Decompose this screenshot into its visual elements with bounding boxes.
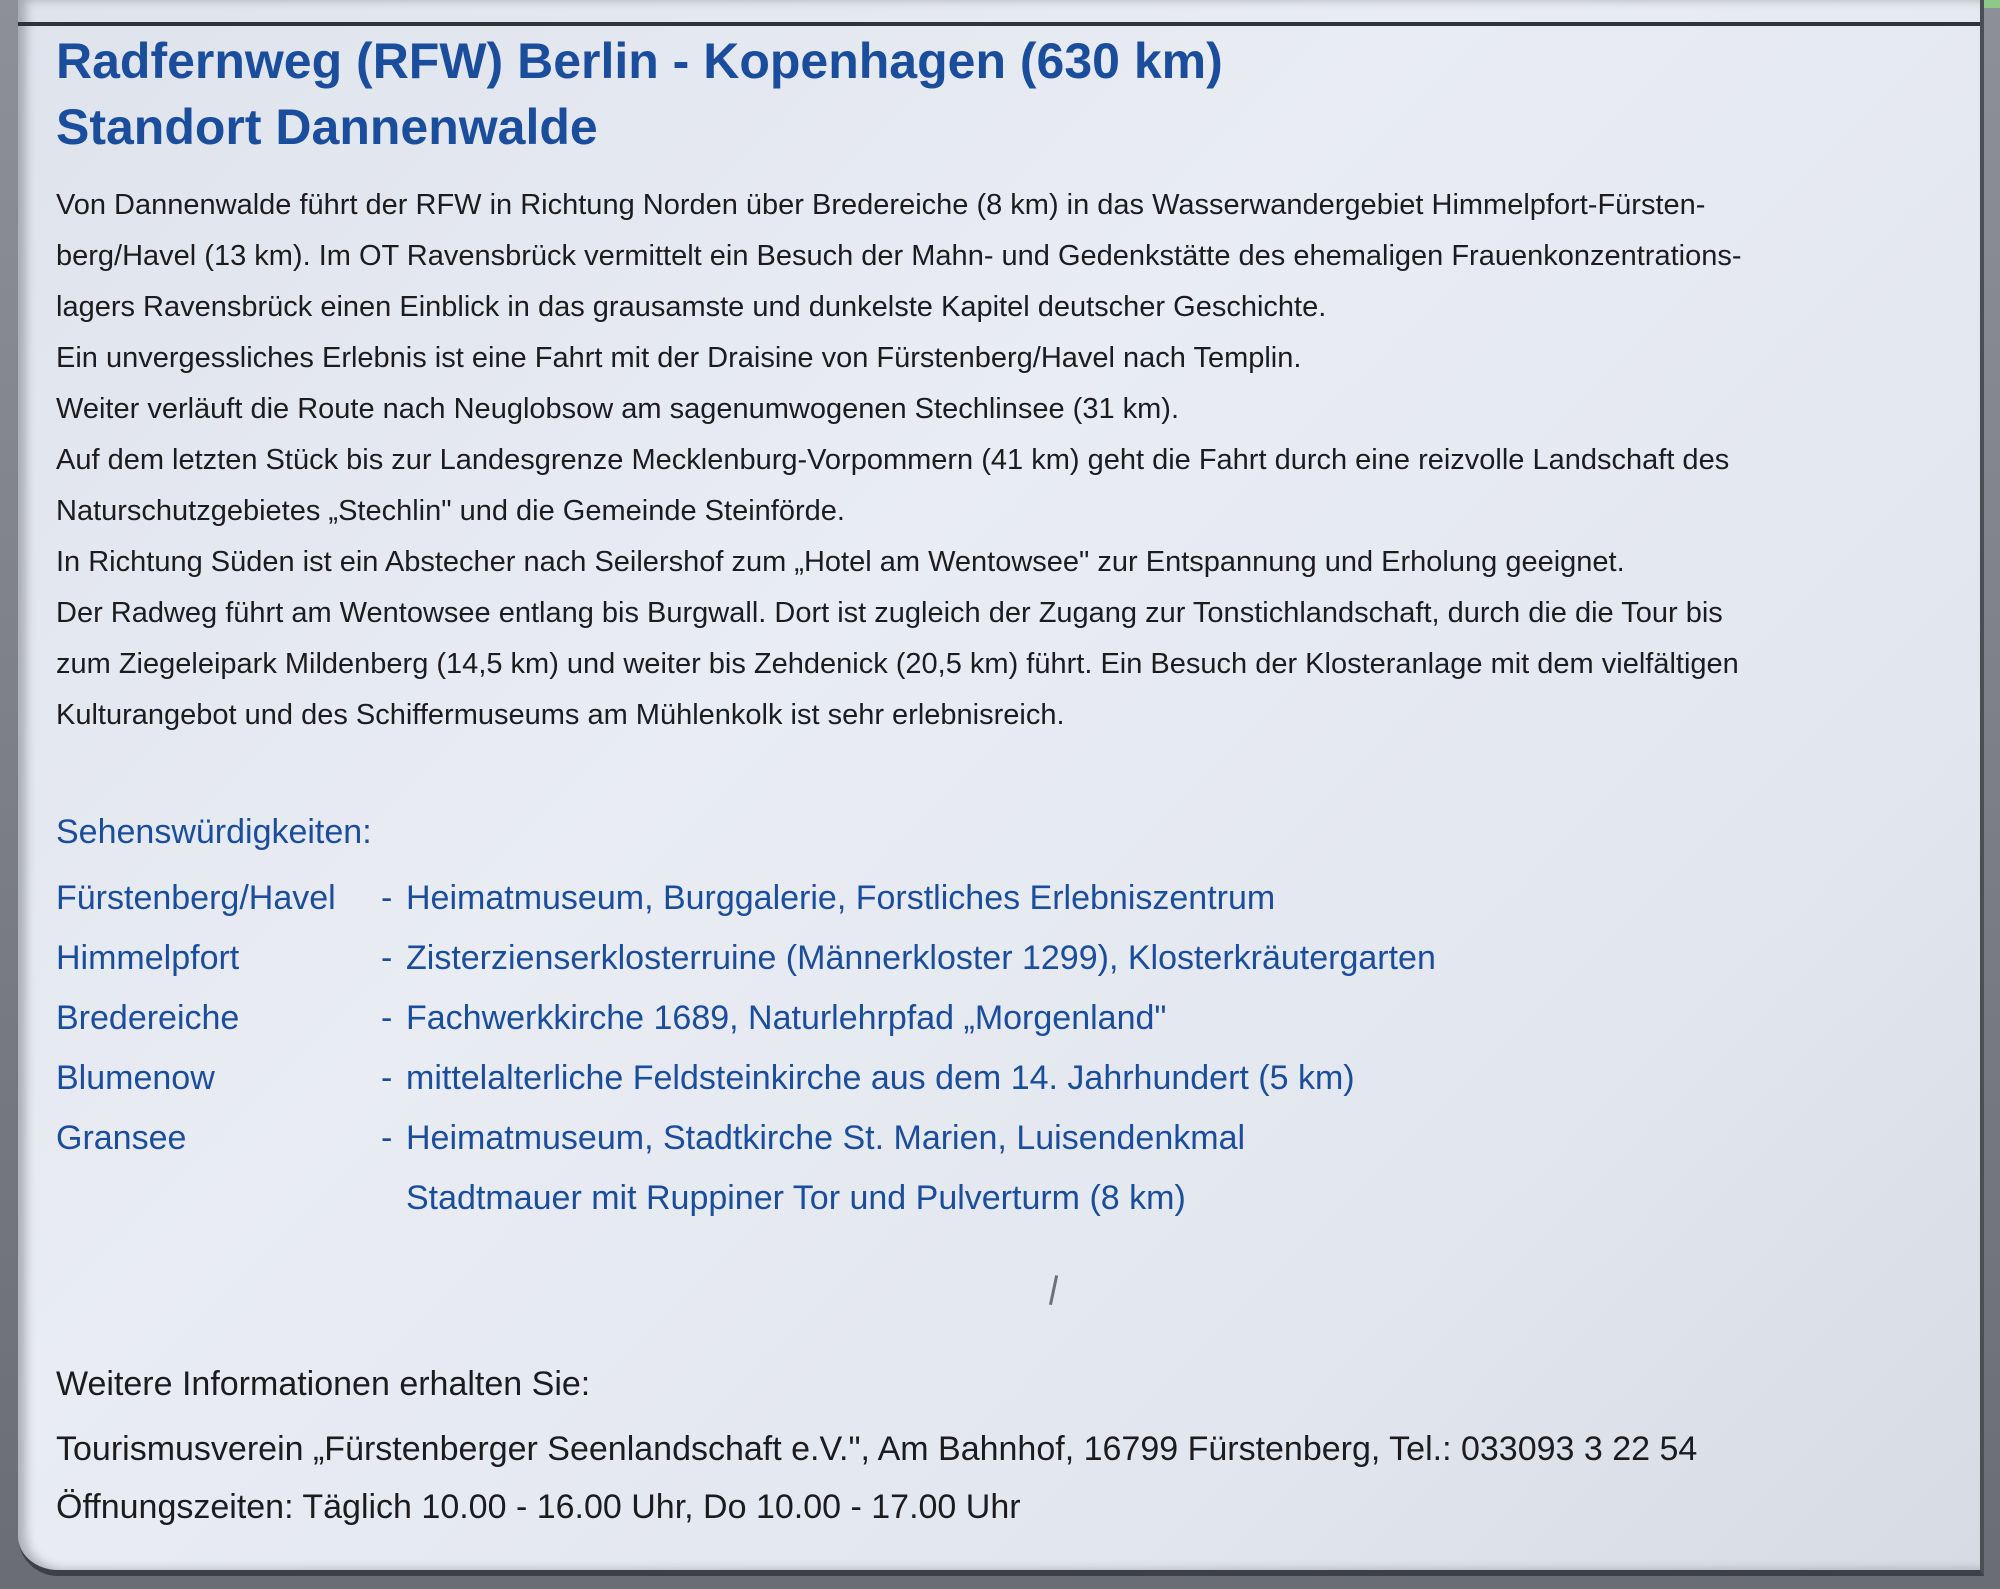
description-line: In Richtung Süden ist ein Abstecher nach Seilershof zum „Hotel am Wentowsee" zur Entspannung und Erholung geeignet. — [56, 546, 1625, 578]
route-description — [56, 180, 1976, 741]
sight-place: Himmelpfort — [56, 939, 240, 977]
sight-description: Zisterzienserklosterruine (Männerkloster 1299), Klosterkräutergarten — [406, 939, 1436, 977]
description-line: Von Dannenwalde führt der RFW in Richtung Norden über Bredereiche (8 km) in das Wasserwandergebiet Himmelpfort-Fürsten- — [56, 189, 1706, 221]
sight-description: Fachwerkkirche 1689, Naturlehrpfad „Morgenland" — [406, 999, 1167, 1037]
description-line: Auf dem letzten Stück bis zur Landesgrenze Mecklenburg-Vorpommern (41 km) geht die Fahrt durch eine reizvolle Landschaft des — [56, 444, 1730, 476]
contact-line: Tourismusverein „Fürstenberger Seenlandschaft e.V.", Am Bahnhof, 16799 Fürstenberg, Tel.: 033093 3 22 54 — [56, 1430, 1698, 1468]
sight-description: Stadtmauer mit Ruppiner Tor und Pulverturm (8 km) — [406, 1179, 1186, 1217]
sight-dash: - — [381, 1059, 393, 1097]
title-location: Standort Dannenwalde — [56, 99, 598, 155]
sight-description: mittelalterliche Feldsteinkirche aus dem 14. Jahrhundert (5 km) — [406, 1059, 1355, 1097]
sight-row-gransee — [56, 1108, 1756, 1168]
sight-place: Gransee — [56, 1119, 187, 1157]
sign-title — [56, 28, 1223, 160]
sight-row-blumenow — [56, 1048, 1756, 1108]
description-line: Weiter verläuft die Route nach Neuglobsow am sagenumwogenen Stechlinsee (31 km). — [56, 393, 1180, 425]
sight-place: Bredereiche — [56, 999, 240, 1037]
sight-dash: - — [381, 879, 393, 917]
sights-heading: Sehenswürdigkeiten: — [56, 813, 372, 851]
description-line: Der Radweg führt am Wentowsee entlang bis Burgwall. Dort ist zugleich der Zugang zur Tonstichlandschaft, durch die die Tour bis — [56, 597, 1723, 629]
description-line: lagers Ravensbrück einen Einblick in das grausamste und dunkelste Kapitel deutscher Geschichte. — [56, 291, 1327, 323]
description-line: zum Ziegeleipark Mildenberg (14,5 km) und weiter bis Zehdenick (20,5 km) führt. Ein Besuch der Klosteranlage mit dem vielfältigen — [56, 648, 1739, 680]
sign-top-edge — [18, 22, 1980, 26]
description-line: berg/Havel (13 km). Im OT Ravensbrück vermittelt ein Besuch der Mahn- und Gedenkstätte des ehemaligen Frauenkonzentrations- — [56, 240, 1742, 272]
info-heading: Weitere Informationen erhalten Sie: — [56, 1365, 591, 1403]
sight-row-himmelpfort — [56, 928, 1756, 988]
sight-place: Blumenow — [56, 1059, 215, 1097]
contact-info — [56, 1420, 1697, 1536]
sight-row-bredereiche — [56, 988, 1756, 1048]
sight-place: Fürstenberg/Havel — [56, 879, 336, 917]
description-line: Naturschutzgebietes „Stechlin" und die Gemeinde Steinförde. — [56, 495, 845, 527]
description-line: Kulturangebot und des Schiffermuseums am Mühlenkolk ist sehr erlebnisreich. — [56, 699, 1065, 731]
opening-hours: Öffnungszeiten: Täglich 10.00 - 16.00 Uhr, Do 10.00 - 17.00 Uhr — [56, 1488, 1021, 1526]
sight-description: Heimatmuseum, Stadtkirche St. Marien, Luisendenkmal — [406, 1119, 1246, 1157]
title-route: Radfernweg (RFW) Berlin - Kopenhagen (630 km) — [56, 33, 1223, 89]
sight-row-fuerstenberg — [56, 868, 1756, 928]
description-line: Ein unvergessliches Erlebnis ist eine Fahrt mit der Draisine von Fürstenberg/Havel nach Templin. — [56, 342, 1302, 374]
sight-dash: - — [381, 999, 393, 1037]
sights-list — [56, 868, 1756, 1228]
sight-dash: - — [381, 1119, 393, 1157]
sight-row-gransee-continued — [56, 1168, 1756, 1228]
sight-dash: - — [381, 939, 393, 977]
sight-description: Heimatmuseum, Burggalerie, Forstliches Erlebniszentrum — [406, 879, 1276, 917]
